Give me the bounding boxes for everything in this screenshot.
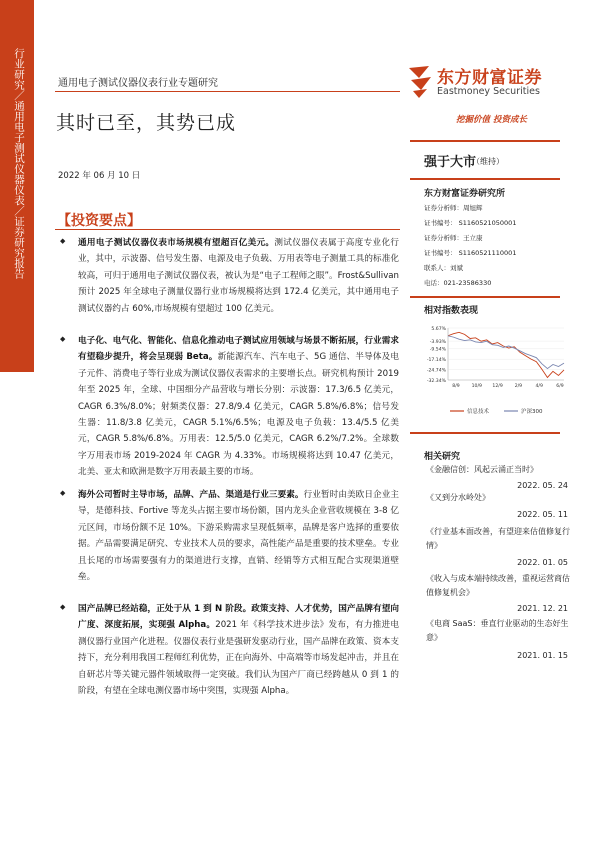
highlight-body: 2021 年《科学技术进步法》发布，有力推进电测仪器行业国产化进程。仪器仪表行业是强研发驱动行业，国产品牌在政策、资本支持下，充分利用我国工程师红利优势，正在向海外、中高端等市场发起冲击，并且在自研芯片等关键元器件领域取得一定突破。我们认为国产厂商已经跨越从 0 到 1 的阶段，有望在全球电测仪器市场中突围，实现强 Alpha。 [78,620,399,697]
title-divider [55,91,400,92]
highlight-point [56,235,399,317]
highlight-paragraph [78,487,399,585]
chart-series-line [448,336,564,369]
highlight-lead: 海外公司暂时主导市场，品牌、产品、渠道是行业三要素。 [78,490,304,500]
highlight-lead: 通用电子测试仪器仪表市场规模有望超百亿美元。 [78,238,275,248]
report-subtitle: 通用电子测试仪器仪表行业专题研究 [58,78,218,89]
legend-label-sector: 信息技术 [467,409,490,415]
relative-index-chart [418,322,568,394]
related-item-date: 2022. 01. 05 [517,558,568,567]
chart-x-tick-label: 6/9 [556,384,564,389]
chart-y-tick-label: -24.74% [426,368,446,374]
highlight-lead: 电子化、电气化、智能化、信息化推动电子测试应用领域与场景不断拓展，行业需求有望稳步提升，将会呈现弱 Beta。 [78,336,399,363]
chart-y-tick-label: -32.34% [426,378,446,384]
chart-y-tick-label: -3.93% [429,339,446,345]
brand-name-cn: 东方财富证券 [437,68,542,88]
diamond-bullet-icon: ◆ [60,489,66,497]
chart-top-divider [410,296,560,298]
chart-x-tick-label: 10/9 [471,384,482,389]
phone-line: 电话：021-23586330 [424,279,492,287]
highlights-divider [55,229,400,230]
chart-x-tick-label: 12/9 [492,384,503,389]
related-item-date: 2021. 12. 21 [517,604,568,613]
industry-rating: 强于大市 [424,155,477,170]
chart-x-tick-label: 4/9 [535,384,543,389]
chart-x-tick-label: 2/9 [514,384,523,389]
highlight-paragraph [78,601,399,699]
chart-series-line [448,332,564,377]
rating-top-divider [410,140,560,142]
brand-logo-icon [407,64,433,98]
brand-name-en: Eastmoney Securities [437,86,540,97]
legend-swatch-sector [450,409,464,413]
related-item-title[interactable]: 《金融信创：风起云涌正当时》 [426,465,538,474]
related-item-title[interactable]: 《电商 SaaS：垂直行业驱动的生态好生意》 [426,619,569,642]
side-category-bar [0,0,34,372]
diamond-bullet-icon: ◆ [60,603,66,611]
related-item-date: 2022. 05. 24 [517,481,568,490]
chart-legend [450,407,560,417]
highlight-paragraph [78,333,399,481]
certificate-line: 证书编号： S1160521050001 [424,219,517,227]
diamond-bullet-icon: ◆ [60,335,66,343]
highlight-body: 行业暂时由美欧日企业主导，是德科技、Fortive 等龙头占据主要市场份额，国内龙头企业营收规模在 3-8 亿元区间，市场份额不足 10%。下游采购需求呈现低频率，品牌是客户选择的重要依据。产品需要满足研究、专业技术人员的要求，高性能产品是重要的技术壁垒。专业且长尾的市场需要强有力的渠道进行支撑，直销、经销等方式相互配合实现渠道壁垒。 [78,490,399,583]
report-date: 2022 年 06 月 10 日 [58,171,141,181]
related-item-date: 2022. 05. 11 [517,510,568,519]
related-item-title[interactable]: 《又到分水岭处》 [426,493,490,502]
highlight-point [56,601,399,699]
report-title: 其时已至，其势已成 [56,112,237,134]
chart-section-title: 相对指数表现 [424,306,479,316]
related-top-divider [410,432,560,434]
contact-line: 联系人：刘斌 [424,264,463,272]
highlights-heading: 【投资要点】 [57,213,141,229]
chart-y-tick-label: -9.54% [429,347,446,353]
highlight-body: 测试仪器仪表属于高度专业化行业，其中，示波器、信号发生器、电源及电子负载、万用表等电子测量工具的标准化较高，可归于通用电子测试仪器仪表，被认为是“电子工程师之眼”。Frost&Sullivan 预计 2025 年全球电子测量仪器行业市场规模将达到 172.4 亿美元，其中通用电子测试仪器约占 60%,市场规模有望超过 100 亿美元。 [78,238,399,314]
highlight-paragraph [78,235,399,317]
related-item-title[interactable]: 《行业基本面改善，有望迎来估值修复行情》 [426,527,570,550]
analyst-line: 证券分析师：王立康 [424,234,483,242]
related-research-title: 相关研究 [424,452,461,462]
chart-y-tick-label: 5.67% [431,326,446,332]
chart-y-tick-label: -17.14% [426,358,446,364]
rating-note: （维持） [472,157,504,166]
legend-label-index: 沪深300 [521,409,543,415]
side-category-text: 行业研究／通用电子测试仪器仪表／证券研究报告 [13,48,25,279]
legend-swatch-index [504,409,518,413]
highlight-point [56,333,399,481]
related-item-date: 2021. 01. 15 [517,651,568,660]
diamond-bullet-icon: ◆ [60,237,66,245]
analyst-line: 证券分析师：周旭辉 [424,204,483,212]
chart-x-tick-label: 8/9 [452,384,460,389]
rating-bottom-divider [410,178,560,180]
institute-name: 东方财富证券研究所 [424,189,506,199]
related-item-title[interactable]: 《收入与成本端持续改善，重视运营商估值修复机会》 [426,574,570,597]
highlight-body: 新能源汽车、汽车电子、5G 通信、半导体及电子元件、消费电子等行业成为测试仪器仪表需求的主要增长点。研究机构预计 2019 年至 2025 年，全球、中国细分产品营收与增长分别：示波器：17.3/6.5 亿美元，CAGR 6.3%/8.0%；射频类仪器：27.8/9.4 亿美元，CAGR 5.8%/6.8%；信号发生器：11.8/3.8 亿美元，CAGR 5.1%/6.5%；电源及电子负载：13.4/5.5 亿美元，CAGR 5.8%/6.8%。万用表：12.5/5.0 亿美元，CAGR 6.2%/7.2%。全球数字万用表市场 2019-2024 年 CAGR 为 4.33%。市场规模将达到 10.47 亿美元，北美、亚太和欧洲是数字万用表最主要的市场。 [78,352,399,478]
highlight-point [56,487,399,585]
certificate-line: 证书编号： S1160521110001 [424,249,517,257]
highlight-lead: 国产品牌已经站稳，正处于从 1 到 N 阶段。政策支持、人才优势，国产品牌有望向广度、深度拓展，实现强 Alpha。 [78,604,399,631]
brand-slogan: 挖掘价值 投资成长 [456,115,527,125]
brand-logo [407,62,559,102]
